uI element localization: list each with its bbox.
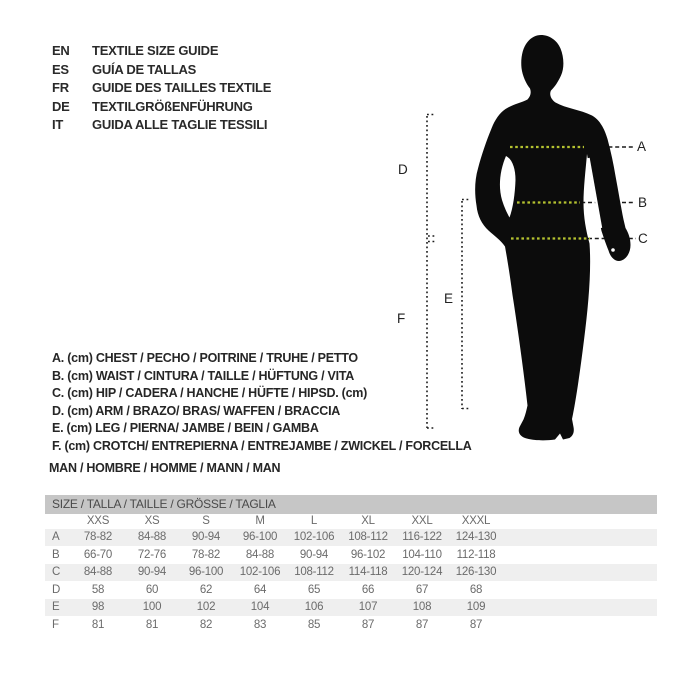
column-header: S: [202, 515, 210, 528]
column-header: M: [255, 515, 265, 528]
size-cell: 96-100: [188, 566, 224, 579]
table-row-B: [45, 546, 657, 564]
size-table-title-bar: SIZE / TALLA / TAILLE / GRÖSSE / TAGLIA: [45, 495, 657, 514]
size-cell: 90-94: [191, 531, 221, 544]
size-cell: 87: [361, 618, 375, 631]
size-cell: 108: [412, 601, 432, 614]
size-cell: 68: [469, 583, 483, 596]
language-row: [52, 98, 271, 117]
size-cell: 83: [253, 618, 267, 631]
size-cell: 78-82: [83, 531, 113, 544]
size-cell: 104-110: [402, 548, 442, 561]
size-cell: 66-70: [83, 548, 113, 561]
language-title: GUIDA ALLE TAGLIE TESSILI: [92, 117, 268, 133]
size-cell: 120-124: [401, 566, 443, 579]
language-code: EN: [52, 43, 70, 58]
language-row: [52, 42, 271, 61]
size-cell: 109: [466, 601, 486, 614]
table-row-F: [45, 616, 657, 634]
language-title: TEXTILGRÖßENFÜHRUNG: [92, 98, 253, 114]
size-cell: 126-130: [455, 566, 497, 579]
size-table: [45, 495, 657, 634]
language-row: [52, 116, 271, 135]
legend-item-crotch: F. (cm) CROTCH/ ENTREPIERNA / ENTREJAMBE / ZWICKEL / FORCELLA: [52, 438, 472, 453]
row-letter: A: [52, 531, 60, 544]
column-header: L: [310, 515, 318, 528]
table-row-C: [45, 564, 657, 582]
size-cell: 102-106: [239, 566, 281, 579]
legend-item-waist: B. (cm) WAIST / CINTURA / TAILLE / HÜFTUNG / VITA: [52, 368, 355, 383]
row-letter: F: [52, 618, 59, 631]
label-arm-D: D: [398, 162, 408, 177]
size-cell: 124-130: [455, 531, 497, 544]
table-row-E: [45, 599, 657, 617]
language-row: [52, 61, 271, 80]
language-title: GUIDE DES TAILLES TEXTILE: [92, 80, 272, 96]
size-cell: 108-112: [348, 531, 388, 544]
size-cell: 66: [361, 583, 375, 596]
legend-item-arm: D. (cm) ARM / BRAZO/ BRAS/ WAFFEN / BRACCIA: [52, 403, 341, 418]
size-cell: 114-118: [348, 566, 388, 579]
size-cell: 62: [199, 583, 213, 596]
category-title: MAN / HOMBRE / HOMME / MANN / MAN: [49, 461, 281, 475]
label-chest-A: A: [637, 139, 646, 154]
legend-item-chest: A. (cm) CHEST / PECHO / POITRINE / TRUHE / PETTO: [52, 351, 358, 365]
size-cell: 81: [91, 618, 105, 631]
label-hip-C: C: [638, 230, 648, 246]
row-letter: B: [52, 548, 60, 561]
size-cell: 84-88: [245, 548, 275, 561]
table-row-D: [45, 581, 657, 599]
size-cell: 90-94: [137, 566, 167, 579]
size-cell: 102-106: [293, 531, 335, 544]
row-letter: D: [52, 583, 61, 596]
column-header: XXL: [411, 515, 433, 528]
size-cell: 87: [469, 618, 483, 631]
size-cell: 90-94: [299, 548, 329, 561]
size-cell: 87: [415, 618, 429, 631]
size-cell: 67: [415, 583, 429, 596]
column-header: XS: [144, 515, 160, 528]
size-cell: 60: [145, 583, 159, 596]
language-title: GUÍA DE TALLAS: [92, 61, 197, 77]
label-waist-B: B: [638, 194, 647, 210]
language-row: [52, 79, 271, 98]
label-crotch-F: F: [397, 311, 405, 326]
size-cell: 96-100: [242, 531, 278, 544]
size-cell: 107: [358, 601, 378, 614]
size-cell: 100: [142, 601, 162, 614]
language-code: ES: [52, 61, 69, 77]
language-code: FR: [52, 80, 69, 96]
language-code: DE: [52, 98, 70, 114]
column-header: XXXL: [461, 515, 491, 528]
size-cell: 104: [250, 601, 270, 614]
measurement-legend: [52, 350, 472, 456]
size-cell: 82: [199, 618, 213, 631]
size-table-header-row: [45, 514, 657, 529]
language-title: TEXTILE SIZE GUIDE: [92, 43, 219, 58]
size-cell: 72-76: [137, 548, 167, 561]
size-cell: 58: [91, 583, 105, 596]
size-cell: 84-88: [137, 531, 167, 544]
language-code: IT: [52, 117, 64, 133]
size-cell: 81: [145, 618, 159, 631]
label-leg-E: E: [444, 291, 453, 306]
size-cell: 112-118: [456, 548, 496, 561]
size-cell: 78-82: [191, 548, 221, 561]
table-row-A: [45, 529, 657, 547]
size-cell: 108-112: [294, 566, 334, 579]
row-letter: E: [52, 601, 60, 614]
row-letter: C: [52, 566, 61, 579]
size-cell: 96-102: [350, 548, 386, 561]
size-cell: 64: [253, 583, 267, 596]
legend-item-leg: E. (cm) LEG / PIERNA/ JAMBE / BEIN / GAMBA: [52, 421, 319, 436]
size-cell: 84-88: [83, 566, 113, 579]
size-cell: 85: [307, 618, 321, 631]
language-title-list: [52, 42, 271, 135]
size-cell: 65: [307, 583, 321, 596]
legend-item-hip: C. (cm) HIP / CADERA / HANCHE / HÜFTE / HIPSD. (cm): [52, 386, 368, 401]
column-header: XXS: [86, 515, 110, 528]
column-header: XL: [361, 515, 375, 528]
size-cell: 98: [91, 601, 105, 614]
size-cell: 106: [304, 601, 324, 614]
thumb-gap: [611, 248, 615, 252]
size-cell: 102: [196, 601, 216, 614]
size-cell: 116-122: [402, 531, 442, 544]
